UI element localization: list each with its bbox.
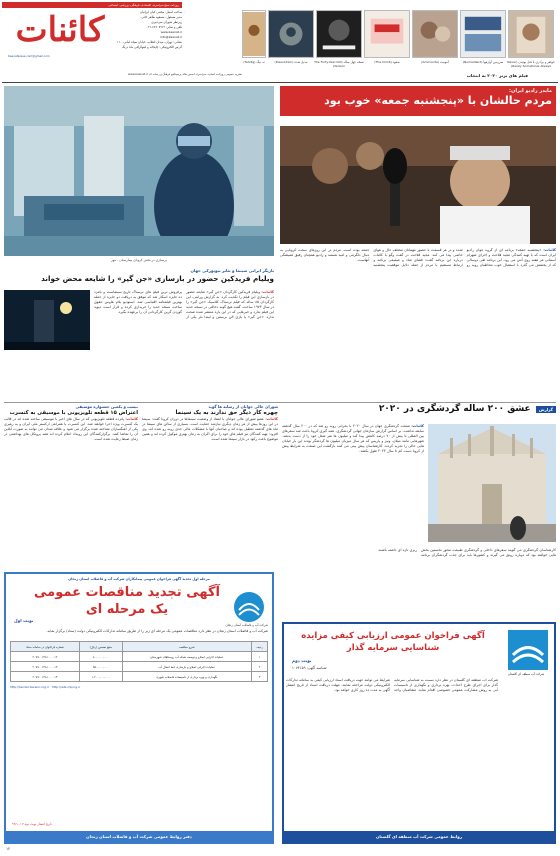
- tourism-kicker: گزارش: [536, 406, 556, 413]
- tender-site-link-2[interactable]: http://iets.mporg.ir: [51, 685, 81, 689]
- golestan-round: نوبت دوم: [292, 658, 312, 663]
- radio-body-text: «پنجشنبه جمعه» برنامه ای از گروه جوان رادیو ایران است که با تهیه کنندگی مجید فلاحت و اجرای شهرام آسمانی هر هفته روی آنتن می رود. این برنامه طی دوسالی که از پخشش می گذرد با استقبال خوب مخاطبان روبه رو شده و در هر قسمت با حضور مهمانان مختلف حال و هوای خاصی پیدا می کند. مجید فلاحت در گفت وگو با کائنات درباره این برنامه گفت: فضای شاد و صمیمی برنامه و ارتباط مستقیم با مردم از جمله دلایل موفقیت پنجشنبه جمعه بوده است. مردم در این روزهای سخت کرونایی به دنبال دلگرمی و امید هستند و رادیو همچنان رفیق همیشگی آنهاست.: [280, 248, 556, 267]
- table-cell: ۳: [251, 672, 267, 682]
- cinema-body-text: عضو شورای عالی جوانان با انتقاد از وضعیت سینماها در دوران کرونا گفت: سینما در این روزها بیش از هر زمان دیگری نیازمند حمایت است. بسیاری از سالن های سینما در ماه های گذشته تعطیل بوده اند و صاحبان آنها با مشکلات مالی جدی روبه رو شده اند. وی افزود: تهیه کنندگان نیز فیلم های خود را برای اکران به زمان بهتری موکول کرده اند و همین موضوع باعث رکود در بازار سینما شده است.: [142, 417, 278, 441]
- tender-title: آگهی تجدید مناقصات عمومی یک مرحله ای: [34, 585, 220, 617]
- table-cell: عملیات اجرایی اصلاح و توسعه شبکه آب روستاهای شهرستان: [122, 652, 251, 662]
- exorcist-body-text: ویلیام فریدکین کارگردان «جن گیر» شایعه حضور در بازسازی این فیلم را تکذیب کرد. به گزارش ورایتی، این کارگردان ۸۵ ساله که فیلم ترسناک کلاسیک «جن گیر» را در سال ۱۹۷۳ ساخت، گفت هیچ گونه دخالتی در نسخه جدید این فیلم ندارد و خبرهایی که در این باره منتشر شده صحت ندارد. «جن گیر» با بازی الن برستین و لیندا بلر یکی از پرفروش ترین فیلم های ترسناک تاریخ سینماست و نامزد ده جایزه اسکار شد که موفق به دریافت دو جایزه از جمله بهترین فیلمنامه اقتباسی شد. استودیو بلام هاوس حقوق ساخت نسخه جدید را خریداری کرده و قرار است دیوید گوردن گرین کارگردانی آن را برعهده بگیرد.: [94, 290, 274, 319]
- tender-links: [6, 682, 272, 692]
- mid-divider: [4, 402, 556, 403]
- radio-kicker: مایدر رادیو ایران:: [509, 88, 552, 94]
- tender-date-note: تاریخ انتشار نوبت دوم ۹۹/۱۰/۰۳: [12, 822, 52, 826]
- films-strip: [240, 0, 558, 82]
- cinema-body: [142, 417, 278, 557]
- concert-story: [4, 404, 138, 568]
- concert-body: [4, 417, 138, 557]
- tourism-body-top: [282, 424, 424, 524]
- tourism-lead-label: کائنات:: [411, 424, 424, 428]
- golestan-body: شرکت آب منطقه ای گلستان در نظر دارد نسبت به شناسایی سرمایه گذار برای اجرای طرح احداث، بهره برداری و نگهداری از تاسیسات آبی به روش مشارکت عمومی خصوصی اقدام نماید. متقاضیان واجد شرایط می توانند جهت دریافت اسناد ارزیابی کیفی به سامانه تدارکات الکترونیکی دولت مراجعه نمایند. مهلت دریافت اسناد از تاریخ انتشار آگهی به مدت ده روز کاری خواهد بود.: [286, 678, 498, 692]
- masthead-logo: کائنات: [15, 10, 105, 50]
- concert-headline: اعتراض ۱۵ قطعه تلویزیونی با موسیقی به کنسرت: [9, 410, 138, 416]
- table-cell: ۸۰۰,۰۰۰,۰۰۰: [79, 652, 122, 662]
- tender-table-wrap: [6, 641, 272, 682]
- tourism-body-bottom: [282, 548, 556, 614]
- tourism-body-text-2: کارشناسان گردشگری می گویند سفرهای داخلی و گردشگری طبیعت محور نخستین بخش هایی خواهند بود که دوباره رونق می گیرند و کشورها باید برای جذب گردشگران برنامه ریزی تازه ای داشته باشند.: [377, 548, 556, 557]
- radio-story: [280, 86, 556, 336]
- film-label-5: نسخه چهل ساله (The Forty-Year-Old Version): [314, 60, 364, 68]
- golestan-title: آگهی فراخوان عمومی ارزیابی کیفی مزایده شناسایی سرمایه گذار: [301, 631, 485, 653]
- masthead-license: صاحب امتیاز: مجتبی کیان ایرانیان: [139, 10, 182, 14]
- tender-signature: دفتر روابط عمومی شرکت آب و فاضلاب استان زنجان: [6, 831, 272, 842]
- films-strip-title: فیلم های برتر ۲۰۲۰ به انتخاب: [466, 73, 528, 78]
- exorcist-body: [94, 290, 274, 394]
- table-row: [11, 672, 268, 682]
- concert-body-text: پانزده قطعه تلویزیونی که در سال های اخیر با موسیقی ساخته شده اند در قالب یک کنسرت ویژه اجرا خواهند شد. این کنسرت با همراهی ارکستر ملی ایران و به رهبری یکی از آهنگسازان شناخته شده برگزار می شود و علاقه مندان می توانند به صورت آنلاین آن را تماشا کنند. برگزارکنندگان این رویداد اعلام کرده اند همه پروتکل های بهداشتی در زمان ضبط رعایت شده است.: [4, 417, 138, 441]
- exorcist-lead-label: کائنات:: [261, 290, 274, 294]
- golestan-id: شناسه آگهی: ۱۰۷۴۱۵۹: [292, 666, 327, 670]
- table-cell: ۲۰۹۹۰۰۱۳۸۱۰۰۰۰۱۳: [11, 662, 80, 672]
- exorcist-kicker: بازیگر ایرانی سینما و تئاتر نیویورکی جهان: [190, 268, 274, 273]
- table-cell: ۲: [251, 662, 267, 672]
- table-cell: ۹۵۰,۰۰۰,۰۰۰: [79, 662, 122, 672]
- milan-cathedral-photo: [428, 424, 556, 542]
- table-cell: ۱: [251, 652, 267, 662]
- tender-col-1: ردیف: [251, 642, 267, 652]
- tender-table: [10, 641, 268, 682]
- golestan-logo: [508, 630, 548, 670]
- exorcist-photo: [4, 290, 90, 350]
- radio-body: [280, 248, 556, 336]
- tender-col-4: شماره فراخوان در سامانه ستاد: [11, 642, 80, 652]
- tourism-body-text: صنعت گردشگری جهان در سال ۲۰۲۰ با بحرانی روبه رو شد که در ۲۰۰ سال گذشته سابقه نداشت. بر اساس گزارش سازمان جهانی گردشگری، همه گیری کرونا باعث شد سفرهای بین المللی تا بیش از ۷۰ درصد کاهش پیدا کند و میلیون ها نفر شغل خود را از دست بدهند. شهرهایی مانند میلان، ونیز و پاریس که هر سال میزبان میلیون ها گردشگر بودند این بار خیابان هایی خالی را تجربه کردند. کارشناسان پیش بینی می کنند بازگشت این صنعت به شرایط پیش از کرونا دست کم تا سال ۲۰۲۳ طول بکشد.: [282, 424, 424, 453]
- radio-headline: مردم حالشان با «پنجشنبه جمعه» خوب بود: [324, 94, 552, 107]
- tender-round: نوبت اول: [14, 618, 34, 623]
- masthead-address: نشانی: تهران، میدان انقلاب، خیابان سیاه امانی، ۱۱۰: [116, 40, 182, 44]
- radio-lead-label: کائنات:: [543, 248, 556, 252]
- hospital-photo-caption: پرستاری در بخش کرونای بیمارستان - مهر: [111, 258, 167, 262]
- tender-site-link[interactable]: http://tender.tavanir.org.ir: [10, 685, 49, 689]
- hospital-photo: [4, 86, 274, 256]
- cinema-story: [142, 404, 278, 568]
- film-label-2: سرزمین آوارهها (Nomadland): [462, 60, 504, 64]
- tourism-headline-row: [282, 404, 556, 420]
- table-row: [11, 652, 268, 662]
- golestan-org: شرکت آب منطقه ای گلستان: [507, 672, 545, 676]
- cinema-kicker: شورای عالی جوانان از رسانه ها گوید: [208, 404, 278, 409]
- film-poster-4[interactable]: [364, 10, 410, 58]
- tender-col-3: مبلغ تضمین (ریال): [79, 642, 122, 652]
- masthead-phone: تلفن و نمابر: ۶۶۹۰۷۹۱۲-۰۲۱: [146, 25, 182, 29]
- film-label-1: خواهر و برادری با قتل بوئیدن (Never Rarely Sometimes Always): [507, 60, 555, 68]
- table-cell: ۱,۲۰۰,۰۰۰,۰۰۰: [79, 672, 122, 682]
- masthead-site[interactable]: www.kaenat.ir: [160, 30, 182, 34]
- concert-kicker: بیست و یکمین جشنواره موسیقی: [75, 404, 138, 409]
- film-poster-6[interactable]: [268, 10, 314, 58]
- film-label-6: تبدیل شده (Dissolution): [274, 60, 308, 64]
- tender-intro: شرکت آب و فاضلاب استان زنجان در نظر دارد مناقصات عمومی یک مرحله ای زیر را از طریق سامانه تدارکات الکترونیکی دولت (ستاد) برگزار نماید.: [46, 629, 268, 633]
- tender-top-note: مرحله اول تجدید آگهی فراخوان عمومی پیمانکاران شرکت آب و فاضلاب استان زنجان: [68, 577, 210, 581]
- table-cell: عملیات اجرایی اصلاح و بازسازی خط انتقال آب: [122, 662, 251, 672]
- masthead-info: [114, 10, 182, 78]
- tender-logo: [232, 590, 266, 624]
- masthead-chief: زیرنظر شورای سردبیری: [151, 20, 182, 24]
- film-poster-5[interactable]: [316, 10, 362, 58]
- film-poster-1[interactable]: [508, 10, 554, 58]
- tender-org: شرکت آب و فاضلاب استان زنجان: [225, 623, 268, 627]
- tender-table-header: [11, 642, 268, 652]
- radio-headline-box: [280, 86, 556, 116]
- film-poster-2[interactable]: [460, 10, 506, 58]
- table-cell: نگهداری و بهره برداری از تاسیسات فاضلاب شهری: [122, 672, 251, 682]
- masthead-note: نشریه عمومی روزنامه اتحادیه سراسری انجمن های پرسپکتیو فرهنگ و رسانه ای www.kaenat.ir: [127, 72, 242, 76]
- table-cell: ۲۰۹۹۰۰۱۳۸۱۰۰۰۰۱۴: [11, 672, 80, 682]
- film-poster-3[interactable]: [412, 10, 458, 58]
- masthead-tagline: روزنامه صبح سراسری، اقتصادی، فرهنگی، ورزشی، اجتماعی: [108, 3, 179, 7]
- radio-photo: [280, 126, 556, 244]
- golestan-signature: روابط عمومی شرکت آب منطقه ای گلستان: [284, 831, 554, 842]
- table-cell: ۲۰۹۹۰۰۱۳۸۱۰۰۰۰۱۲: [11, 652, 80, 662]
- masthead-print: آدرس الکترونیکی: چاپخانه و لیتوگرافی ماه درنگ: [121, 45, 182, 49]
- film-label-7: ته دیگ (Tahdig): [243, 60, 265, 64]
- film-label-4: صعود (The Climb): [374, 60, 400, 64]
- table-row: [11, 662, 268, 672]
- film-label-3: آمونیت (Ammonite): [421, 60, 449, 64]
- masthead-divider: [2, 82, 558, 83]
- page-number: ۱۲: [6, 846, 11, 851]
- film-poster-7[interactable]: [242, 10, 266, 58]
- tourism-headline: عشق ۲۰۰ ساله گردشگری در ۲۰۲۰: [378, 404, 531, 414]
- exorcist-headline: ویلیام فریدکین حضور در بازسازی «جن گیر» را شایعه محض خواند: [41, 274, 274, 283]
- cinema-lead-label: کائنات:: [265, 417, 278, 421]
- tender-col-2: شرح مناقصه: [122, 642, 251, 652]
- concert-lead-label: کائنات:: [125, 417, 138, 421]
- tourism-story: [282, 404, 556, 618]
- exorcist-story: [4, 268, 274, 394]
- cinema-headline: چهره کار دیگر حق ندارند به یک سینما: [175, 410, 278, 416]
- masthead-email[interactable]: info@kaenat.ir: [160, 35, 182, 39]
- masthead-director: مدیر مسئول: مسعود طاهر خانی: [141, 15, 182, 19]
- masthead-email2[interactable]: Kaenatpress.com@gmail.com: [8, 54, 50, 58]
- tender-ad-golestan: [282, 622, 556, 844]
- tender-ad-zanjan: [4, 572, 274, 844]
